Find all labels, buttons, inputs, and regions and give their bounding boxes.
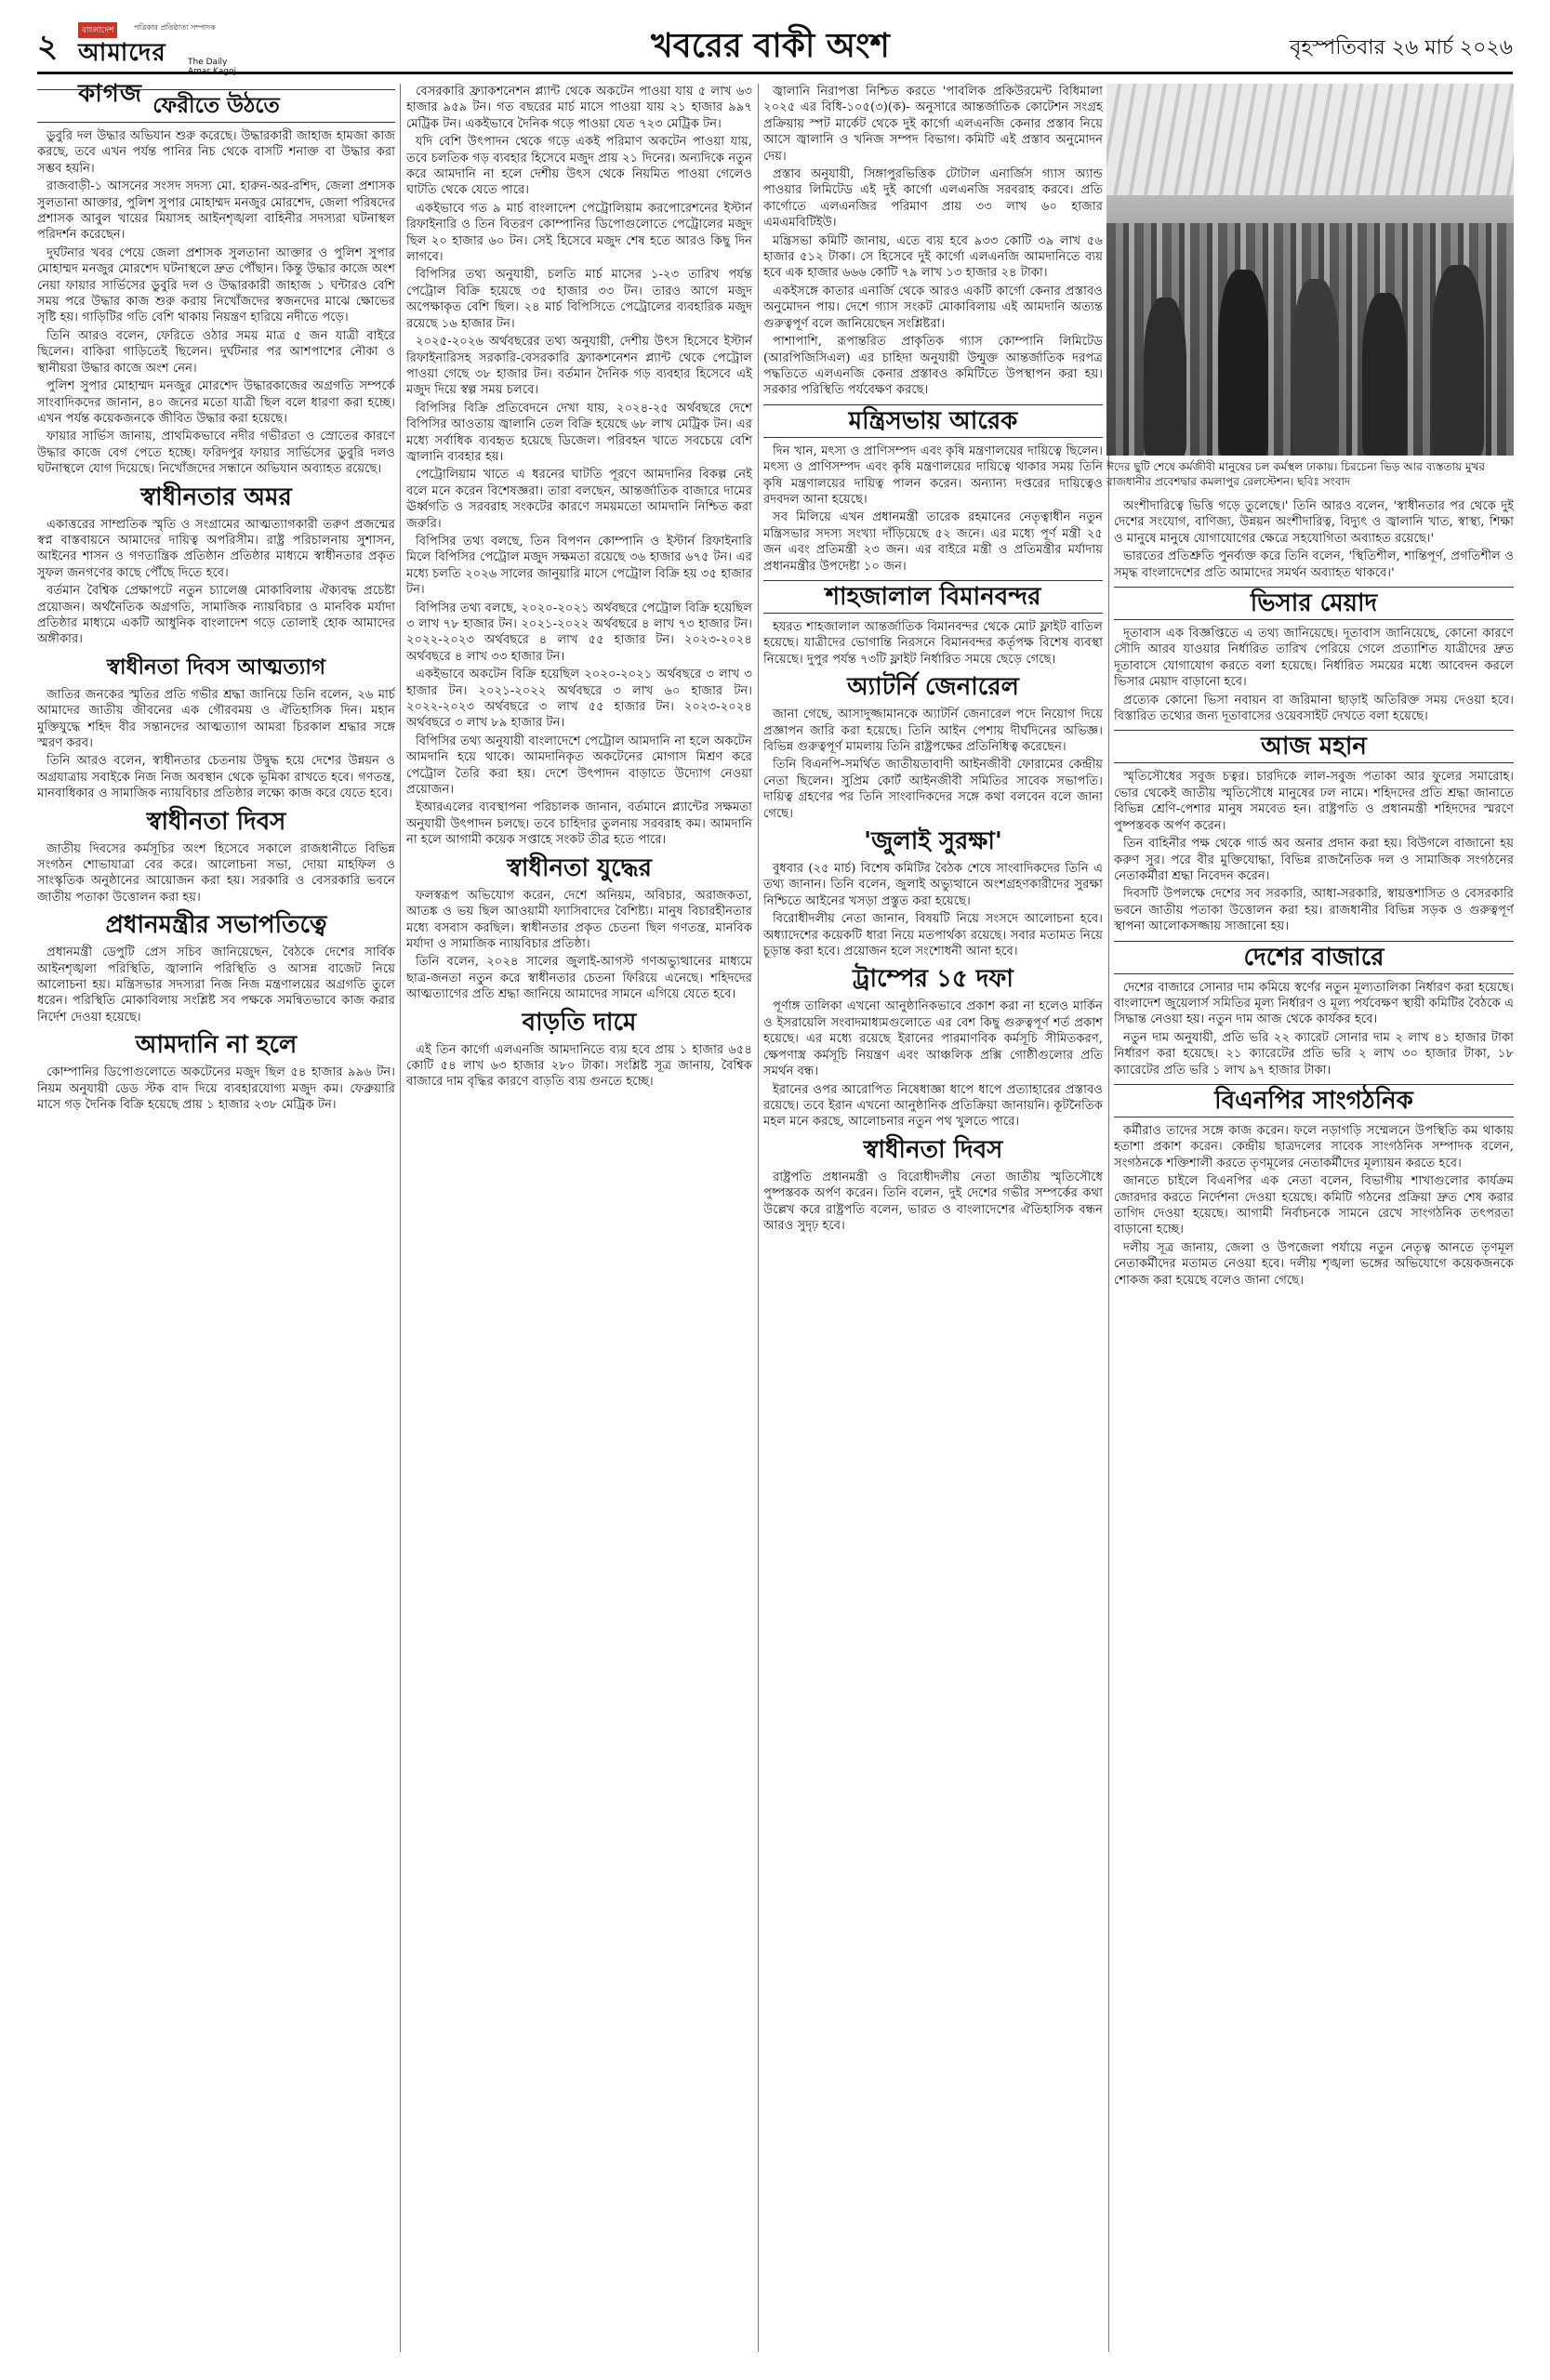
headline: স্বাধীনতা দিবস bbox=[863, 1135, 1003, 1164]
paragraph: বিপিসির বিক্রি প্রতিবেদনে দেখা যায়, ২০২৪-২৫ অর্থবছরে দেশে বিপিসির আওতায় জ্বালানি তেল বিক্রি হয়েছে ৬৮ লাখ মেট্রিক টন। এর মধ্যে সর্বাধিক ব্যবহৃত হয়েছে ডিজেল। পরিবহন খাতে সবচেয়ে বেশি জ্বালানি ব্যবহার হয়। bbox=[406, 401, 752, 464]
paragraph: জানতে চাইলে বিএনপির এক নেতা বলেন, বিভাগীয় শাখাগুলোর কার্যক্রম জোরদার করতে নির্দেশনা দেওয়া হয়েছে। কমিটি গঠনের প্রক্রিয়া দ্রুত শেষ করার তাগিদ দেওয়া হয়েছে। আগামী নির্বাচনকে সামনে রেখে সাংগঠনিক তৎপরতা বাড়ানো হচ্ছে। bbox=[1114, 1174, 1514, 1237]
paragraph: জাতির জনকের স্মৃতির প্রতি গভীর শ্রদ্ধা জানিয়ে তিনি বলেন, ২৬ মার্চ আমাদের জাতীয় জীবনের এক গৌরবময় ও ঐতিহাসিক দিন। মহান মুক্তিযুদ্ধে শহিদ বীর সন্তানদের আত্মত্যাগ আমরা চিরকাল শ্রদ্ধার সঙ্গে স্মরণ করব। bbox=[37, 687, 395, 750]
paragraph: অংশীদারিত্বে ভিত্তি গড়ে তুলেছে।' তিনি আরও বলেন, 'স্বাধীনতার পর থেকে দুই দেশের সংযোগ, বাণিজ্য, উন্নয়ন অংশীদারিত্ব, বিদ্যুৎ ও জ্বালানি খাত, স্বাস্থ্য, শিক্ষা ও মানুষে মানুষে যোগাযোগের ক্ষেত্রে সহযোগিতা অব্যাহত রয়েছে।' bbox=[1114, 499, 1514, 546]
paragraph: বর্তমান বৈশ্বিক প্রেক্ষাপটে নতুন চ্যালেঞ্জ মোকাবিলায় ঐক্যবদ্ধ প্রচেষ্টা প্রয়োজন। অর্থনৈতিক অগ্রগতি, সামাজিক ন্যায়বিচার ও মানবিক মর্যাদা প্রতিষ্ঠার মাধ্যমে একটি আধুনিক বাংলাদেশ গড়ে তোলাই হোক আমাদের অঙ্গীকার। bbox=[37, 584, 395, 647]
paragraph: একইভাবে গত ৯ মার্চ বাংলাদেশ পেট্রোলিয়াম করপোরেশনের ইস্টার্ন রিফাইনারি ও তিন বিতরণ কোম্পানির ডিপোগুলোতে পেট্রোলের মজুদ ছিল ২০ হাজার ৬০ টন। সেই হিসেবে মজুদ শেষ হতে আরও কিছু দিন লাগবে। bbox=[406, 201, 752, 265]
logo-tag: বাংলাদেশ bbox=[78, 22, 117, 38]
paragraph: দুর্ঘটনার খবর পেয়ে জেলা প্রশাসক সুলতানা আক্তার ও পুলিশ সুপার মোহাম্মদ মনজুর মোরশেদ ঘটনাস্থলে দ্রুত পৌঁছান। কিন্তু উদ্ধার কাজে অংশ নেয়া ফায়ার সার্ভিসের ডুবুরি দল ও উদ্ধারকারী জাহাজ ১ ঘন্টারও বেশি সময় পরে উদ্ধার কাজ শুরু করায় নিখোঁজদের স্বজনদের মাঝে ক্ষোভের সৃষ্টি হয়। গাড়িটির গতি বেশি থাকায় নিয়ন্ত্রণ হারিয়ে নদীতে পড়ে। bbox=[37, 245, 395, 325]
page-number: ২ bbox=[37, 28, 59, 65]
paragraph: দেশের বাজারে সোনার দাম কমিয়ে স্বর্ণের নতুন মূল্যতালিকা নির্ধারণ করা হয়েছে। বাংলাদেশ জুয়েলার্স সমিতির মূল্য নির্ধারণ ও মূল্য পর্যবেক্ষণ স্থায়ী কমিটির বৈঠকে এ সিদ্ধান্ত নেওয়া হয়। নতুন দাম আজ থেকে কার্যকর হবে। bbox=[1114, 980, 1514, 1027]
column-1 bbox=[37, 84, 395, 2352]
paragraph: পেট্রোলিয়াম খাতে এ ধরনের ঘাটতি পূরণে আমদানির বিকল্প নেই বলে মনে করেন বিশেষজ্ঞরা। তারা বলছেন, আন্তর্জাতিক বাজারে দামের ঊর্ধ্বগতি ও সরবরাহ সংকটের কারণে সময়মতো আমদানি নিশ্চিত করা জরুরি। bbox=[406, 468, 752, 531]
headline: অ্যাটর্নি জেনারেল bbox=[847, 673, 1019, 702]
paragraph: ডুবুরি দল উদ্ধার অভিযান শুরু করেছে। উদ্ধারকারী জাহাজ হামজা কাজ করছে, তবে এখন পর্যন্ত পানির নিচ থেকে বাসটি শনাক্ত বা উদ্ধার করা সম্ভব হয়নি। bbox=[37, 129, 395, 176]
headline: বিএনপির সাংগঠনিক bbox=[1114, 1084, 1514, 1117]
paragraph: বিপিসির তথ্য অনুযায়ী, চলতি মার্চ মাসের ১-২৩ তারিখ পর্যন্ত পেট্রোল বিক্রি হয়েছে ৩৫ হাজার ৩৩ টন। তারও আগে মজুদ অপেক্ষাকৃত বেশি ছিল। ২৪ মার্চ বিপিসিতে পেট্রোলের ব্যবহারিক মজুদ রয়েছে ১৬ হাজার টন। bbox=[406, 268, 752, 331]
paragraph: ফায়ার সার্ভিস জানায়, প্রাথমিকভাবে নদীর গভীরতা ও স্রোতের কারণে উদ্ধার কাজে বেগ পেতে হচ্ছে। ফরিদপুর ফায়ার সার্ভিসের ডুবুরি দলও ঘটনাস্থলে যোগ দিয়েছে। নিখোঁজদের সন্ধানে অভিযান অব্যাহত রয়েছে। bbox=[37, 430, 395, 477]
paragraph: প্রস্তাব অনুযায়ী, সিঙ্গাপুরভিত্তিক টোটাল এনার্জিস গ্যাস অ্যান্ড পাওয়ার লিমিটেড এই দুই কার্গো এলএনজি সরবরাহ করবে। প্রতি কার্গোতে এলএনজির পরিমাণ প্রায় ৩৩ লাখ ৬০ হাজার এমএমবিটিইউ। bbox=[763, 167, 1103, 231]
paragraph: ফলস্বরূপ অভিযোগ করেন, দেশে অনিয়ম, অবিচার, অরাজকতা, আতঙ্ক ও ভয় ছিল আওয়ামী ফ্যাসিবাদের বৈশিষ্ট্য। মানুষ বিচারহীনতার মধ্যে বসবাস করছিল। স্বাধীনতার প্রকৃত চেতনা ছিল গণতন্ত্র, মানবিক মর্যাদা ও সামাজিক ন্যায়বিচার প্রতিষ্ঠা। bbox=[406, 888, 752, 951]
column-divider bbox=[400, 84, 401, 2352]
headline: 'জুলাই সুরক্ষা' bbox=[864, 827, 1002, 856]
paragraph: মন্ত্রিসভা কমিটি জানায়, এতে ব্যয় হবে ৯৩৩ কোটি ৩৯ লাখ ৫৬ হাজার ৫১২ টাকা। সে হিসেবে দুই কার্গো এলএনজি আমদানিতে ব্যয় হবে এক হাজার ৬৬৬ কোটি ৭৯ লাখ ১৩ হাজার ২৪ টাকা। bbox=[763, 233, 1103, 281]
paragraph: বিপিসির তথ্য অনুযায়ী বাংলাদেশে পেট্রোল আমদানি না হলে অকটেন আমদানি হয়ে থাকে। আমদানিকৃত অকটেনের মোগাস মিশ্রণ করে পেট্রোল তৈরি করা হয়। দেশে উৎপাদন বাড়াতে উদ্যোগ নেওয়া প্রয়োজন। bbox=[406, 734, 752, 798]
logo-name: আমাদের কাগজ bbox=[78, 39, 166, 108]
paragraph: বিপিসির তথ্য বলছে, ২০২০-২০২১ অর্থবছরে পেট্রোল বিক্রি হয়েছিল ৩ লাখ ৭৮ হাজার টন। ২০২১-২০২২ অর্থবছরে ৪ লাখ ৭৩ হাজার টন। ২০২২-২০২৩ অর্থবছরে ৪ লাখ ৫৫ হাজার টন। ২০২৩-২০২৪ অর্থবছরে ৪ লাখ ৩৩ হাজার টন। bbox=[406, 601, 752, 664]
paragraph: নতুন দাম অনুযায়ী, প্রতি ভরি ২২ ক্যারেট সোনার দাম ২ লাখ ৪১ হাজার টাকা নির্ধারণ করা হয়েছে। ২১ ক্যারেটের প্রতি ভরি ২ লাখ ৩০ হাজার টাকা, ১৮ ক্যারেটের প্রতি ভরি ১ লাখ ৯৭ হাজার টাকা। bbox=[1114, 1030, 1514, 1078]
paragraph: একইভাবে অকটেন বিক্রি হয়েছিল ২০২০-২০২১ অর্থবছরে ৩ লাখ ৩ হাজার টন। ২০২১-২০২২ অর্থবছরে ৩ লাখ ৬০ হাজার টন। ২০২২-২০২৩ অর্থবছরে ৩ লাখ ৫৫ হাজার টন। ২০২৩-২০২৪ অর্থবছরে ৩ লাখ ৮৯ হাজার টন। bbox=[406, 668, 752, 731]
paragraph: প্রত্যেক কোনো ভিসা নবায়ন বা জরিমানা ছাড়াই অতিরিক্ত সময় দেওয়া হবে। বিস্তারিত তথ্যের জন্য দূতাবাসের ওয়েবসাইট দেখতে বলা হয়েছে। bbox=[1114, 693, 1514, 724]
paragraph: যদি বেশি উৎপাদন থেকে গড়ে একই পরিমাণ অকটেন পাওয়া যায়, তবে চলতিক গড় ব্যবহার হিসেবে মজুদ প্রায় ২১ দিনের। অন্যদিকে নতুন করে আমদানি না হলে দেশীয় উৎস থেকে নিয়মিত পাওয়া গেলেও ঘাটতি থেকে যেতে পারে। bbox=[406, 135, 752, 198]
paragraph: ভারতের প্রতিশ্রুতি পুনর্ব্যক্ত করে তিনি বলেন, 'স্থিতিশীল, শান্তিপূর্ণ, প্রগতিশীল ও সমৃদ্ধ বাংলাদেশের প্রতি আমাদের সমর্থন অব্যাহত থাকবে।' bbox=[1114, 549, 1514, 580]
paragraph: কর্মীরাও তাদের সঙ্গে কাজ করেন। ফলে নড়াগড়ি সম্মেলনে উপস্থিতি কম থাকায় হতাশা প্রকাশ করেন। কেন্দ্রীয় ছাত্রদলের সাবেক সাংগঠনিক সম্পাদক বলেন, সংগঠনকে শক্তিশালী করতে তৃণমূলের নেতাকর্মীদের মূল্যায়ন করতে হবে। bbox=[1114, 1123, 1514, 1170]
headline: আমদানি না হলে bbox=[135, 1031, 298, 1060]
paragraph: দলীয় সূত্র জানায়, জেলা ও উপজেলা পর্যায়ে নতুন নেতৃত্ব আনতে তৃণমূল নেতাকর্মীদের মতামত নেওয়া হবে। দলীয় শৃঙ্খলা ভঙ্গের অভিযোগে কয়েকজনকে শোকজ করা হয়েছে বলেও জানা গেছে। bbox=[1114, 1240, 1514, 1288]
paragraph: বুধবার (২৫ মার্চ) বিশেষ কমিটির বৈঠক শেষে সাংবাদিকদের তিনি এ তথ্য জানান। তিনি বলেন, জুলাই অভ্যুত্থানে অংশগ্রহণকারীদের সুরক্ষা নিশ্চিতে আইনের খসড়া প্রস্তুত করা হয়েছে। bbox=[763, 862, 1103, 908]
logo-tiny-text: পত্রিকার প্রতিষ্ঠাতা সম্পাদক bbox=[134, 23, 216, 32]
headline: মন্ত্রিসভায় আরেক bbox=[763, 404, 1103, 438]
paragraph: স্মৃতিসৌধের সবুজ চত্বর। চারদিকে লাল-সবুজ পতাকা আর ফুলের সমারোহ। ভোর থেকেই জাতীয় স্মৃতিসৌধে মানুষের ঢল নামে। শহিদদের প্রতি শ্রদ্ধা জানাতে বিভিন্ন শ্রেণি-পেশার মানুষ সমবেত হন। রাষ্ট্রপতি ও প্রধানমন্ত্রী শহিদদের স্মরণে পুষ্পস্তবক অর্পণ করেন। bbox=[1114, 770, 1514, 833]
paragraph: এই তিন কার্গো এলএনজি আমদানিতে ব্যয় হবে প্রায় ১ হাজার ৬৫৪ কোটি ৫৪ লাখ ৬৩ হাজার ২৮০ টাকা। সংশ্লিষ্ট সূত্র জানায়, বৈশ্বিক বাজারে দাম বৃদ্ধির কারণে বাড়তি ব্যয় গুনতে হচ্ছে। bbox=[406, 1042, 752, 1090]
logo-subtitle: The Daily Amar Kagoj bbox=[188, 58, 236, 76]
paragraph: তিনি বলেন, ২০২৪ সালের জুলাই-আগস্ট গণঅভ্যুত্থানের মাধ্যমে ছাত্র-জনতা নতুন করে স্বাধীনতার চেতনা ফিরিয়ে এনেছে। শহিদদের আত্মত্যাগের প্রতি শ্রদ্ধা জানিয়ে আমাদের সামনে এগিয়ে যেতে হবে। bbox=[406, 955, 752, 1002]
paragraph: পূর্ণাঙ্গ তালিকা এখনো আনুষ্ঠানিকভাবে প্রকাশ করা না হলেও মার্কিন ও ইসরায়েলি সংবাদমাধ্যমগুলোতে এর বেশ কিছু গুরুত্বপূর্ণ শর্ত প্রকাশ হয়েছে। এর মধ্যে রয়েছে ইরানের পারমাণবিক কর্মসূচি সীমিতকরণ, ক্ষেপণাস্ত্র কর্মসূচি নিয়ন্ত্রণ এবং আঞ্চলিক প্রক্সি গোষ্ঠীগুলোর প্রতি সমর্থন বন্ধ। bbox=[763, 999, 1103, 1079]
paragraph: জাতীয় দিবসের কর্মসূচির অংশ হিসেবে সকালে রাজধানীতে বিভিন্ন সংগঠন শোভাযাত্রা বের করে। আলোচনা সভা, দোয়া মাহফিল ও সাংস্কৃতিক অনুষ্ঠানের আয়োজন করা হয়। সরকারি ও বেসরকারি ভবনে জাতীয় পতাকা উত্তোলন করা হয়। bbox=[37, 841, 395, 905]
paragraph: ইআরএলের ব্যবস্থাপনা পরিচালক জানান, বর্তমানে প্ল্যান্টের সক্ষমতা অনুযায়ী উৎপাদন চলছে। তবে চাহিদার তুলনায় সরবরাহ কম। আমদানি না হলে আগামী কয়েক সপ্তাহে সংকট তীব্র হতে পারে। bbox=[406, 800, 752, 848]
paragraph: পুলিশ সুপার মোহাম্মদ মনজুর মোরশেদ উদ্ধারকাজের অগ্রগতি সম্পর্কে সাংবাদিকদের জানান, ৪০ জনের মতো যাত্রী ছিল বলে ধারণা করা হচ্ছে। এখন পর্যন্ত কয়েকজনকে জীবিত উদ্ধার করা হয়েছে। bbox=[37, 379, 395, 426]
paragraph: তিনি বিএনপি-সমর্থিত জাতীয়তাবাদী আইনজীবী ফোরামের কেন্দ্রীয় নেতা ছিলেন। সুপ্রিম কোর্ট আইনজীবী সমিতির সাবেক সভাপতি। দায়িত্ব গ্রহণের পর তিনি সাংবাদিকদের সঙ্গে কথা বলবেন বলে জানা গেছে। bbox=[763, 758, 1103, 821]
photo-caption: ঈদের ছুটি শেষে কর্মজীবী মানুষের চল কর্মস্থল ঢাকায়। চিরচেনা ভিড় আর ব্যস্ততায় মুখর রাজধানীর প্রবেশদ্বার কমলাপুর রেলস্টেশন। ছবিঃ সংবাদ bbox=[1106, 460, 1486, 488]
newspaper-logo bbox=[78, 22, 236, 108]
paragraph: একইসঙ্গে কাতার এনার্জি থেকে আরও একটি কার্গো কেনার প্রস্তাবও অনুমোদন পায়। দেশে গ্যাস সংকট মোকাবিলায় এই আমদানি অত্যন্ত গুরুত্বপূর্ণ বলে জানিয়েছেন সংশ্লিষ্টরা। bbox=[763, 284, 1103, 331]
headline: ট্রাম্পের ১৫ দফা bbox=[853, 965, 1013, 994]
column-3 bbox=[763, 84, 1103, 2352]
paragraph: বেসরকারি ফ্র্যাকশনেশন প্ল্যান্ট থেকে অকটেন পাওয়া যায় ৫ লাখ ৬৩ হাজার ৯৫৯ টন। গত বছরের মার্চ মাসে পাওয়া যায় ২১ হাজার ৯৯৭ মেট্রিক টন। একইভাবে দৈনিক গড়ে পাওয়া যেত ৭২৩ মেট্রিক টন। bbox=[406, 85, 752, 131]
headline: দেশের বাজারে bbox=[1114, 941, 1514, 974]
headline: স্বাধীনতা দিবস আত্মত্যাগ bbox=[106, 654, 326, 680]
headline: স্বাধীনতা দিবস bbox=[146, 807, 286, 836]
column-divider bbox=[758, 84, 759, 2352]
paragraph: দিন খান, মৎস্য ও প্রাণিসম্পদ এবং কৃষি মন্ত্রণালয়ের দায়িত্বে ছিলেন। মৎস্য ও প্রাণিসম্পদ এবং কৃষি মন্ত্রণালয়ের দায়িত্বে থাকার সময় তিনি কৃষি মন্ত্রণালয়ের দায়িত্ব পালন করেন। অন্যান্য দপ্তরের দায়িত্বেও রদবদল আনা হয়েছে। bbox=[763, 443, 1103, 507]
paragraph: জ্বালানি নিরাপত্তা নিশ্চিত করতে 'পাবলিক প্রকিউরমেন্ট বিধিমালা ২০২৫ এর বিধি-১০৫(৩)(ক)- অনুসারে আন্তর্জাতিক কোটেশন সংগ্রহ প্রক্রিয়ায় স্পট মার্কেট থেকে দুই কার্গো এলএনজি কেনার প্রস্তাব নিয়ে আসে জ্বালানি ও খনিজ সম্পদ বিভাগ। কমিটি এই প্রস্তাব অনুমোদন দেয়। bbox=[763, 85, 1103, 164]
headline: স্বাধীনতা যুদ্ধের bbox=[507, 853, 652, 882]
headline: ফেরীতে উঠতে bbox=[37, 89, 395, 123]
paragraph: তিনি আরও বলেন, ফেরিতে ওঠার সময় মাত্র ৫ জন যাত্রী বাইরে ছিলেন। বাকিরা গাড়িতেই ছিলেন। দুর্ঘটনার পর আশপাশের নৌকা ও স্থানীয়রা উদ্ধার কাজে অংশ নেন। bbox=[37, 328, 395, 376]
paragraph: পাশাপাশি, রূপান্তরিত প্রাকৃতিক গ্যাস কোম্পানি লিমিটেড (আরপিজিসিএল) এর চাহিদা অনুযায়ী উন্মুক্ত আন্তর্জাতিক দরপত্র পদ্ধতিতে এলএনজি কেনার প্রস্তাবও কমিটিতে উপস্থাপন করা হয়। সরকার পরিস্থিতি পর্যবেক্ষণ করছে। bbox=[763, 335, 1103, 398]
paragraph: রাষ্ট্রপতি প্রধানমন্ত্রী ও বিরোধীদলীয় নেতা জাতীয় স্মৃতিসৌধে পুষ্পস্তবক অর্পণ করেন। তিনি বলেন, দুই দেশের গভীর সম্পর্কের কথা উল্লেখ করে রাষ্ট্রপতি বলেন, ভারত ও বাংলাদেশের ঐতিহাসিক বন্ধন আরও সুদৃঢ় হবে। bbox=[763, 1170, 1103, 1233]
paragraph: বিরোধীদলীয় নেতা জানান, বিষয়টি নিয়ে সংসদে আলোচনা হবে। অধ্যাদেশের কয়েকটি ধারা নিয়ে মতপার্থক্য রয়েছে। সবার মতামত নিয়ে চূড়ান্ত করা হবে। প্রয়োজন হলে সংশোধনী আনা হবে। bbox=[763, 912, 1103, 959]
headline: বাড়তি দামে bbox=[522, 1008, 637, 1037]
headline: আজ মহান bbox=[1114, 730, 1514, 763]
column-4-body bbox=[1114, 498, 1514, 1289]
paragraph: ২০২৫-২০২৬ অর্থবছরের তথ্য অনুযায়ী, দেশীয় উৎস হিসেবে ইস্টার্ন রিফাইনারিসহ সরকারি-বেসরকারি ফ্র্যাকশনেশন প্ল্যান্ট থেকে পেট্রোল পাওয়া গেছে ৩৮ হাজার টন। বর্তমান দৈনিক গড় ব্যবহার হিসেবে এই মজুদ দিয়ে স্বল্প সময় চলবে। bbox=[406, 335, 752, 398]
headline: প্রধানমন্ত্রীর সভাপতিত্বে bbox=[105, 911, 327, 940]
column-2 bbox=[406, 84, 752, 2352]
section-title: খবরের বাকী অংশ bbox=[651, 27, 890, 65]
paragraph: দূতাবাস এক বিজ্ঞপ্তিতে এ তথ্য জানিয়েছে। দূতাবাস জানিয়েছে, কোনো কারণে সৌদি আরব যাওয়ার নির্ধারিত তারিখ পেরিয়ে গেলে প্রত্যাশিত যাত্রীদের দ্রুত দূতাবাসে যোগাযোগ করতে বলা হয়েছে। নির্ধারিত সময়ের মধ্যে আবেদন করলে ভিসার মেয়াদ বাড়ানো হবে। bbox=[1114, 627, 1514, 690]
headline: ভিসার মেয়াদ bbox=[1114, 587, 1514, 620]
paragraph: বিপিসির তথ্য বলছে, তিন বিপণন কোম্পানি ও ইস্টার্ন রিফাইনারি মিলে বিপিসির পেট্রোল মজুদ সক্ষমতা রয়েছে ৩৬ হাজার ৬৭৫ টন। এর মধ্যে চলতি ২০২৬ সালের জানুয়ারি মাসে পেট্রোল বিক্রি হয় ৩৫ হাজার টন। bbox=[406, 534, 752, 598]
paragraph: সব মিলিয়ে এখন প্রধানমন্ত্রী তারেক রহমানের নেতৃত্বাধীন নতুন মন্ত্রিসভার সদস্য সংখ্যা দাঁড়িয়েছে ৫২ জনে। এর মধ্যে পূর্ণ মন্ত্রী ২৫ জন এবং প্রতিমন্ত্রী ২৩ জন। এর বাইরে মন্ত্রী ও প্রতিমন্ত্রীর মর্যাদায় প্রধানমন্ত্রীর উপদেষ্টা ১০ জন। bbox=[763, 510, 1103, 574]
paragraph: তিন বাহিনীর পক্ষ থেকে গার্ড অব অনার প্রদান করা হয়। বিউগলে বাজানো হয় করুণ সুর। পরে বীর মুক্তিযোদ্ধা, বিভিন্ন রাজনৈতিক দল ও সামাজিক সংগঠনের নেতাকর্মীরা শ্রদ্ধা নিবেদন করেন। bbox=[1114, 837, 1514, 883]
paragraph: প্রধানমন্ত্রী ডেপুটি প্রেস সচিব জানিয়েছেন, বৈঠকে দেশের সার্বিক আইনশৃঙ্খলা পরিস্থিতি, জ্বালানি পরিস্থিতি ও আসন্ন বাজেট নিয়ে আলোচনা হয়। মন্ত্রিসভার সদস্যরা নিজ নিজ মন্ত্রণালয়ের অগ্রগতি তুলে ধরেন। পরিস্থিতি মোকাবিলায় সংশ্লিষ্ট সব পক্ষকে সমন্বিতভাবে কাজ করার নির্দেশ দেওয়া হয়েছে। bbox=[37, 945, 395, 1025]
paragraph: ইরানের ওপর আরোপিত নিষেধাজ্ঞা ধাপে ধাপে প্রত্যাহারের প্রস্তাবও রয়েছে। তবে ইরান এখনো আনুষ্ঠানিক প্রতিক্রিয়া জানায়নি। কূটনৈতিক মহল মনে করছে, আলোচনার নতুন পথ খুলতে পারে। bbox=[763, 1082, 1103, 1130]
headline: স্বাধীনতার অমর bbox=[140, 483, 292, 511]
paragraph: একাত্তরের সাম্প্রতিক স্মৃতি ও সংগ্রামের আত্মত্যাগকারী তরুণ প্রজন্মের স্বপ্ন বাস্তবায়নে আমাদের দায়িত্ব অপরিসীম। রাষ্ট্র পরিচালনায় সুশাসন, আইনের শাসন ও গণতান্ত্রিক প্রতিষ্ঠান প্রতিষ্ঠার মাধ্যমে স্বাধীনতার প্রকৃত সুফল জনগণের কাছে পৌঁছে দিতে হবে। bbox=[37, 517, 395, 580]
paragraph: তিনি আরও বলেন, স্বাধীনতার চেতনায় উদ্বুদ্ধ হয়ে দেশের উন্নয়ন ও অগ্রযাত্রায় সবাইকে নিজ নিজ অবস্থান থেকে ভূমিকা রাখতে হবে। গণতন্ত্র, মানবাধিকার ও সামাজিক ন্যায়বিচার প্রতিষ্ঠার লক্ষ্যে কাজ করে যেতে হবে। bbox=[37, 754, 395, 801]
paragraph: দিবসটি উপলক্ষে দেশের সব সরকারি, আধা-সরকারি, স্বায়ত্তশাসিত ও বেসরকারি ভবনে জাতীয় পতাকা উত্তোলন করা হয়। রাজধানীর বিভিন্ন সড়ক ও গুরুত্বপূর্ণ স্থাপনা আলোকসজ্জায় সাজানো হয়। bbox=[1114, 887, 1514, 934]
paragraph: রাজবাড়ী-১ আসনের সংসদ সদস্য মো. হারুন-অর-রশিদ, জেলা প্রশাসক সুলতানা আক্তার, পুলিশ সুপার মোহাম্মদ মনজুর মোরশেদ, জেলা পরিষদের প্রশাসক আবুল খায়ের মিয়াসহ আইনশৃঙ্খলা বাহিনীর সদস্যরা ঘটনাস্থল পরিদর্শন করেছেন। bbox=[37, 179, 395, 243]
headline: শাহজালাল বিমানবন্দর bbox=[763, 580, 1103, 614]
column-4 bbox=[1114, 84, 1514, 2352]
paragraph: জানা গেছে, আসাদুজ্জামানকে অ্যাটর্নি জেনারেল পদে নিয়োগ দিয়ে প্রজ্ঞাপন জারি করা হয়েছে। তিনি আইন পেশায় দীর্ঘদিনের অভিজ্ঞ। বিভিন্ন গুরুত্বপূর্ণ মামলায় তিনি রাষ্ট্রপক্ষের প্রতিনিধিত্ব করেছেন। bbox=[763, 707, 1103, 754]
issue-date: বৃহস্পতিবার ২৬ মার্চ ২০২৬ bbox=[1290, 36, 1513, 60]
paragraph: হযরত শাহজালাল আন্তর্জাতিক বিমানবন্দর থেকে মোট ফ্লাইট বাতিল হয়েছে। যাত্রীদের ভোগান্তি নিরসনে বিমানবন্দর কর্তৃপক্ষ বিশেষ ব্যবস্থা নিয়েছে। দুপুর পর্যন্ত ৭৩টি ফ্লাইট নির্ধারিত সময়ে ছেড়ে গেছে। bbox=[763, 619, 1103, 667]
paragraph: কোম্পানির ডিপোগুলোতে অকটেনের মজুদ ছিল ৫৪ হাজার ৯৯৬ টন। নিয়ম অনুযায়ী ডেড স্টক বাদ দিয়ে ব্যবহারযোগ্য মজুদ কম। ফেব্রুয়ারি মাসে গড় দৈনিক বিক্রি হয়েছে প্রায় ১ হাজার ২৩৮ মেট্রিক টন। bbox=[37, 1065, 395, 1113]
